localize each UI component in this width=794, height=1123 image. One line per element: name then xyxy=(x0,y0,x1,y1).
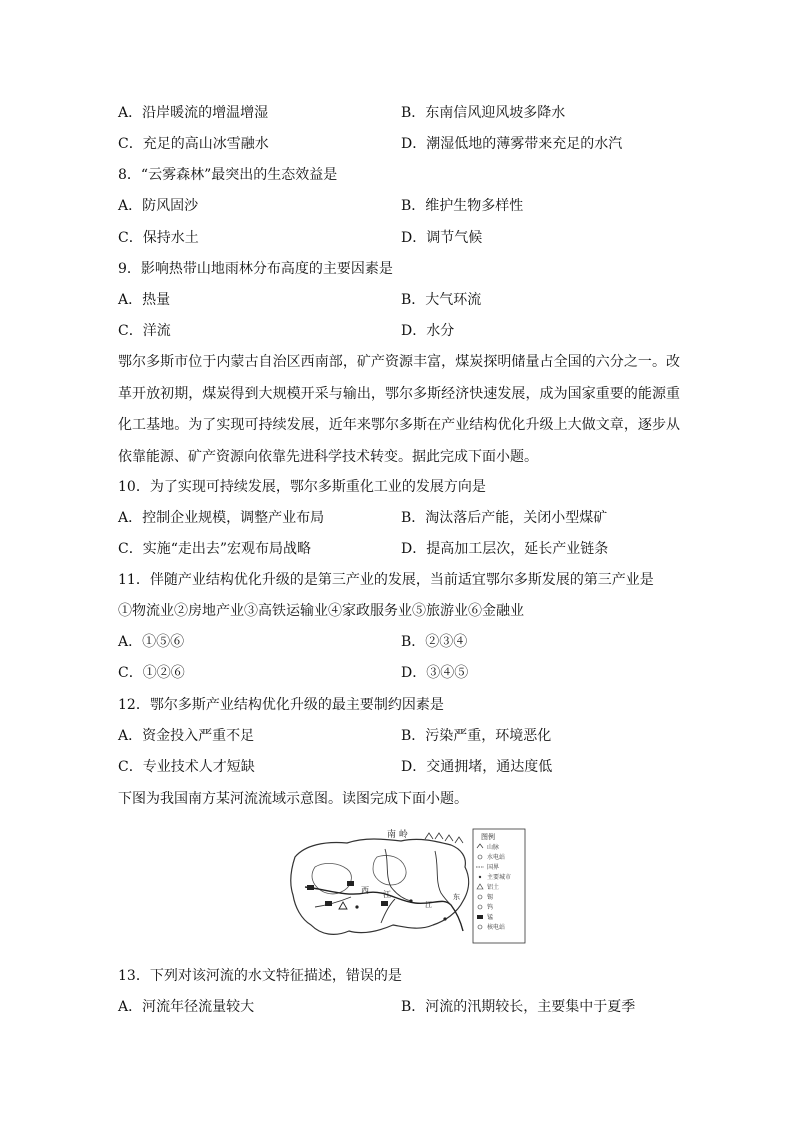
manganese-marker-3 xyxy=(325,901,332,906)
mountain-range-nanling xyxy=(425,833,463,843)
q8-option-a[interactable]: A．防风固沙 xyxy=(118,198,199,214)
q12-options-row-1 xyxy=(118,726,552,746)
q8-option-d[interactable]: D．调节气候 xyxy=(401,230,483,246)
legend-title: 图例 xyxy=(481,833,495,841)
river-passage: 下图为我国南方某河流流域示意图。读图完成下面小题。 xyxy=(118,791,468,807)
q9-stem: 9．影响热带山地雨林分布高度的主要因素是 xyxy=(118,261,393,277)
q7-option-a[interactable]: A．沿岸暖流的增温增湿 xyxy=(118,105,269,121)
q7-option-d[interactable]: D．潮湿低地的薄雾带来充足的水汽 xyxy=(401,136,623,152)
manganese-marker-4 xyxy=(381,901,388,906)
map-label-jiang-2: 江 xyxy=(425,901,432,909)
q13-stem: 13．下列对该河流的水文特征描述，错误的是 xyxy=(118,968,402,984)
q11-option-c[interactable]: C．①②⑥ xyxy=(118,665,185,681)
bauxite-marker xyxy=(339,902,347,909)
ordos-passage: 鄂尔多斯市位于内蒙古自治区西南部，矿产资源丰富，煤炭探明储量占全国的六分之一。改革开放初期，煤炭得到大规模开采与输出，鄂尔多斯经济快速发展，成为国家重要的能源重化工基地。为了实现可持续发展，近年来鄂尔多斯在产业结构优化升级上大做文章，逐步从依靠能源、矿产资源向依靠先进科学技术转变。据此完成下面小题。 xyxy=(118,354,680,465)
basin-outline xyxy=(291,839,469,934)
city-marker xyxy=(355,905,358,908)
q7-option-c[interactable]: C．充足的高山冰雪融水 xyxy=(118,136,269,152)
q8-options-row-1 xyxy=(118,196,524,216)
q11-stem: 11．伴随产业结构优化升级的是第三产业的发展，当前适宜鄂尔多斯发展的第三产业是 xyxy=(118,572,654,588)
q12-option-c[interactable]: C．专业技术人才短缺 xyxy=(118,759,255,775)
city-marker-2 xyxy=(409,899,412,902)
q13-options-row-1 xyxy=(118,997,636,1017)
tributary-west xyxy=(315,897,351,907)
q8-options-row-2 xyxy=(118,228,483,248)
q10-options-row-2 xyxy=(118,539,609,559)
q12-option-a[interactable]: A．资金投入严重不足 xyxy=(118,728,255,744)
q9-option-b[interactable]: B．大气环流 xyxy=(401,292,482,308)
q9-option-c[interactable]: C．洋流 xyxy=(118,323,171,339)
q9-option-a[interactable]: A．热量 xyxy=(118,292,171,308)
q12-stem: 12．鄂尔多斯产业结构优化升级的最主要制约因素是 xyxy=(118,697,444,713)
manganese-marker-2 xyxy=(347,881,354,886)
q12-options-row-2 xyxy=(118,757,553,777)
q7-options-row-1 xyxy=(118,103,566,123)
tributary-east xyxy=(435,851,451,905)
q10-option-c[interactable]: C．实施“走出去”宏观布局战略 xyxy=(118,541,312,557)
q7-options-row-2 xyxy=(118,134,623,154)
legend-item-2: 国界 xyxy=(487,864,500,871)
q13-option-b[interactable]: B．河流的汛期较长，主要集中于夏季 xyxy=(401,999,636,1015)
q10-option-a[interactable]: A．控制企业规模，调整产业布局 xyxy=(118,510,325,526)
q10-stem: 10．为了实现可持续发展，鄂尔多斯重化工业的发展方向是 xyxy=(118,479,486,495)
legend-item-3: 主要城市 xyxy=(487,874,512,881)
legend-item-0: 山脉 xyxy=(487,844,500,851)
map-label-dong: 东 xyxy=(453,893,460,901)
legend-item-5: 锡 xyxy=(487,894,494,901)
river-basin-map-svg xyxy=(285,827,528,946)
q9-options-row-2 xyxy=(118,321,455,341)
q8-option-b[interactable]: B．维护生物多样性 xyxy=(401,198,524,214)
q10-option-d[interactable]: D．提高加工层次，延长产业链条 xyxy=(401,541,609,557)
q11-option-d[interactable]: D．③④⑤ xyxy=(401,665,469,681)
q13-option-a[interactable]: A．河流年径流量较大 xyxy=(118,999,255,1015)
q12-option-b[interactable]: B．污染严重，环境恶化 xyxy=(401,728,552,744)
city-marker-3 xyxy=(443,917,446,920)
legend-city-icon xyxy=(479,876,481,878)
map-label-xi: 西 xyxy=(361,886,369,895)
sub-basin-outline-2 xyxy=(373,855,406,885)
q11-option-a[interactable]: A．①⑤⑥ xyxy=(118,634,185,650)
legend-item-8: 核电站 xyxy=(487,924,506,931)
q12-option-d[interactable]: D．交通拥堵，通达度低 xyxy=(401,759,553,775)
q9-options-row-1 xyxy=(118,290,482,310)
legend-manganese-icon xyxy=(477,915,483,919)
manganese-marker xyxy=(307,885,314,890)
q9-option-d[interactable]: D．水分 xyxy=(401,323,455,339)
q10-option-b[interactable]: B．淘汰落后产能，关闭小型煤矿 xyxy=(401,510,608,526)
map-label-nanling: 南 岭 xyxy=(387,830,408,840)
map-label-jiang: 江 xyxy=(383,890,391,899)
legend-item-6: 钨 xyxy=(487,904,494,911)
q7-option-b[interactable]: B．东南信风迎风坡多降水 xyxy=(401,105,566,121)
q11-option-b[interactable]: B．②③④ xyxy=(401,634,468,650)
q10-options-row-1 xyxy=(118,508,608,528)
q8-option-c[interactable]: C．保持水土 xyxy=(118,230,199,246)
q11-options-row-1 xyxy=(118,632,468,652)
q11-items: ①物流业②房地产业③高铁运输业④家政服务业⑤旅游业⑥金融业 xyxy=(118,603,524,619)
legend-item-4: 铝土 xyxy=(487,884,500,891)
legend-item-7: 锰 xyxy=(487,914,494,921)
q11-options-row-2 xyxy=(118,663,469,683)
q8-stem: 8．“云雾森林”最突出的生态效益是 xyxy=(118,167,338,183)
river-basin-map xyxy=(285,827,528,946)
legend-item-1: 水电站 xyxy=(487,854,506,861)
